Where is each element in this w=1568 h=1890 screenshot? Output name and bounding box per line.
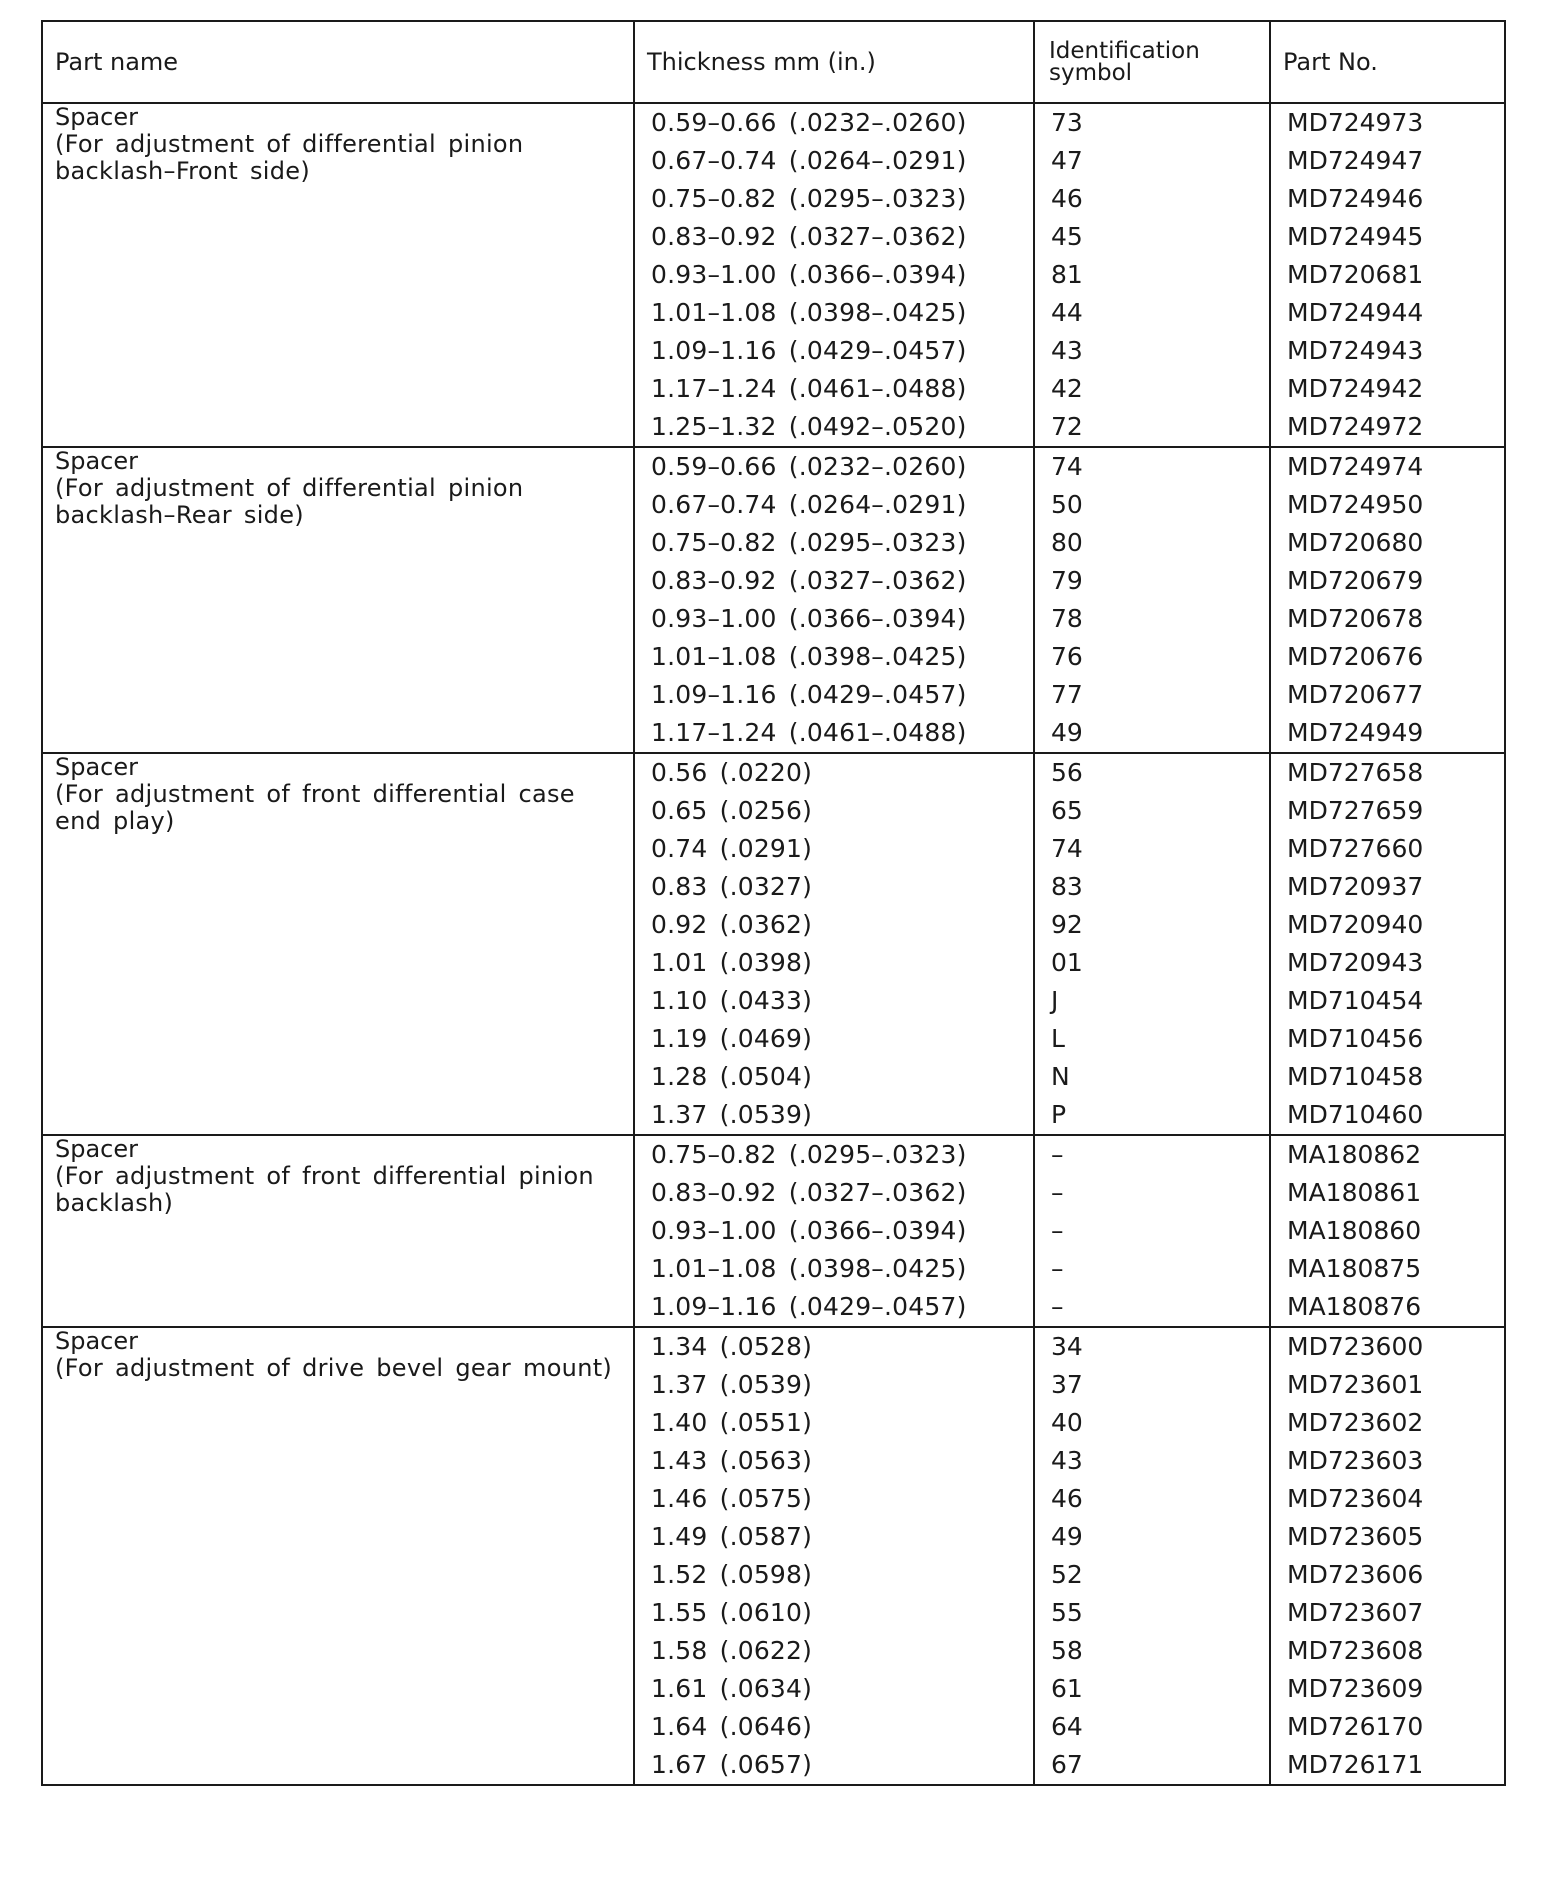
part-number: MD723603 — [1287, 1446, 1424, 1475]
thickness-value: 0.83 (.0327) — [651, 872, 813, 901]
part-number: MD720677 — [1287, 680, 1424, 709]
thickness-value: 0.92 (.0362) — [651, 910, 813, 939]
identification-symbol: 81 — [1051, 260, 1083, 289]
thickness-value-cell — [634, 447, 1034, 753]
thickness-value: 0.74 (.0291) — [651, 834, 813, 863]
identification-symbol-cell — [1034, 1135, 1270, 1327]
identification-symbol: 45 — [1051, 222, 1083, 251]
part-number: MA180875 — [1287, 1254, 1422, 1283]
identification-symbol: 58 — [1051, 1636, 1083, 1665]
part-name-cell — [42, 103, 634, 447]
header-part-no: Part No. — [1270, 21, 1505, 103]
thickness-value: 1.01–1.08 (.0398–.0425) — [651, 1254, 967, 1283]
spacer-group-row — [42, 447, 1505, 753]
header-ident-line1: Identification — [1049, 38, 1200, 64]
identification-symbol: – — [1051, 1292, 1064, 1321]
identification-symbol: 49 — [1051, 718, 1083, 747]
part-number: MD727660 — [1287, 834, 1424, 863]
part-number: MD723602 — [1287, 1408, 1424, 1437]
part-number: MD720679 — [1287, 566, 1424, 595]
header-ident-line2: symbol — [1049, 60, 1133, 86]
part-number: MD724943 — [1287, 336, 1424, 365]
identification-symbol: 49 — [1051, 1522, 1083, 1551]
identification-symbol: J — [1051, 986, 1059, 1015]
identification-symbol: 43 — [1051, 1446, 1083, 1475]
part-description: (For adjustment of differential pinion backlash–Front side) — [55, 130, 524, 185]
thickness-value: 1.40 (.0551) — [651, 1408, 813, 1437]
part-number: MD710454 — [1287, 986, 1424, 1015]
part-number: MD720678 — [1287, 604, 1424, 633]
identification-symbol: 42 — [1051, 374, 1083, 403]
table-body — [42, 103, 1505, 1785]
part-number: MA180876 — [1287, 1292, 1422, 1321]
thickness-value: 0.59–0.66 (.0232–.0260) — [651, 108, 967, 137]
part-title: Spacer — [55, 1135, 139, 1163]
thickness-value: 1.67 (.0657) — [651, 1750, 813, 1779]
header-row — [42, 21, 1505, 103]
identification-symbol: N — [1051, 1062, 1070, 1091]
thickness-value: 0.56 (.0220) — [651, 758, 813, 787]
thickness-value: 0.75–0.82 (.0295–.0323) — [651, 528, 967, 557]
identification-symbol: L — [1051, 1024, 1065, 1053]
identification-symbol: – — [1051, 1178, 1064, 1207]
thickness-value: 0.93–1.00 (.0366–.0394) — [651, 260, 967, 289]
part-number: MA180862 — [1287, 1140, 1422, 1169]
part-number: MD720680 — [1287, 528, 1424, 557]
thickness-value: 0.67–0.74 (.0264–.0291) — [651, 146, 967, 175]
identification-symbol: 43 — [1051, 336, 1083, 365]
thickness-value-cell — [634, 1327, 1034, 1785]
thickness-value: 1.37 (.0539) — [651, 1100, 813, 1129]
part-number: MD727658 — [1287, 758, 1424, 787]
part-title: Spacer — [55, 753, 139, 781]
part-description: (For adjustment of front differential case end play) — [55, 780, 575, 835]
thickness-value: 1.10 (.0433) — [651, 986, 813, 1015]
identification-symbol: 47 — [1051, 146, 1083, 175]
part-number: MD710460 — [1287, 1100, 1424, 1129]
thickness-value: 0.83–0.92 (.0327–.0362) — [651, 1178, 967, 1207]
thickness-value-cell — [634, 103, 1034, 447]
part-number-cell — [1270, 447, 1505, 753]
part-number: MD724974 — [1287, 452, 1424, 481]
identification-symbol: 34 — [1051, 1332, 1083, 1361]
part-title: Spacer — [55, 1327, 139, 1355]
spacer-spec-table — [41, 20, 1506, 1786]
part-number: MD726171 — [1287, 1750, 1424, 1779]
identification-symbol-cell — [1034, 753, 1270, 1135]
part-name-cell — [42, 1135, 634, 1327]
identification-symbol: 46 — [1051, 184, 1083, 213]
thickness-value: 0.75–0.82 (.0295–.0323) — [651, 1140, 967, 1169]
part-number: MA180860 — [1287, 1216, 1422, 1245]
thickness-value: 1.09–1.16 (.0429–.0457) — [651, 680, 967, 709]
part-number: MD724947 — [1287, 146, 1424, 175]
spacer-group-row — [42, 103, 1505, 447]
identification-symbol: 78 — [1051, 604, 1083, 633]
part-name-cell — [42, 447, 634, 753]
part-description: (For adjustment of differential pinion backlash–Rear side) — [55, 474, 524, 529]
thickness-value: 1.17–1.24 (.0461–.0488) — [651, 374, 967, 403]
identification-symbol: 77 — [1051, 680, 1083, 709]
thickness-value: 1.01–1.08 (.0398–.0425) — [651, 298, 967, 327]
identification-symbol: – — [1051, 1140, 1064, 1169]
identification-symbol: 73 — [1051, 108, 1083, 137]
identification-symbol: 65 — [1051, 796, 1083, 825]
part-number: MD724946 — [1287, 184, 1424, 213]
part-number: MD720937 — [1287, 872, 1424, 901]
identification-symbol: – — [1051, 1216, 1064, 1245]
part-number: MD720940 — [1287, 910, 1424, 939]
spacer-group-row — [42, 1135, 1505, 1327]
part-number: MD727659 — [1287, 796, 1424, 825]
part-description: (For adjustment of drive bevel gear mount) — [55, 1354, 613, 1382]
part-number: MD723600 — [1287, 1332, 1424, 1361]
part-number: MD724945 — [1287, 222, 1424, 251]
thickness-value: 0.83–0.92 (.0327–.0362) — [651, 566, 967, 595]
thickness-value: 1.64 (.0646) — [651, 1712, 813, 1741]
part-number: MD723605 — [1287, 1522, 1424, 1551]
part-number: MD723608 — [1287, 1636, 1424, 1665]
part-number-cell — [1270, 103, 1505, 447]
thickness-value: 0.83–0.92 (.0327–.0362) — [651, 222, 967, 251]
thickness-value: 0.65 (.0256) — [651, 796, 813, 825]
part-number: MD720681 — [1287, 260, 1424, 289]
part-number-cell — [1270, 753, 1505, 1135]
thickness-value-cell — [634, 753, 1034, 1135]
thickness-value: 1.52 (.0598) — [651, 1560, 813, 1589]
thickness-value-cell — [634, 1135, 1034, 1327]
identification-symbol: 50 — [1051, 490, 1083, 519]
part-number: MD724949 — [1287, 718, 1424, 747]
thickness-value: 0.93–1.00 (.0366–.0394) — [651, 1216, 967, 1245]
part-number: MD723609 — [1287, 1674, 1424, 1703]
identification-symbol: 01 — [1051, 948, 1083, 977]
identification-symbol: 67 — [1051, 1750, 1083, 1779]
identification-symbol: 92 — [1051, 910, 1083, 939]
identification-symbol: 79 — [1051, 566, 1083, 595]
identification-symbol: 56 — [1051, 758, 1083, 787]
part-number: MD724972 — [1287, 412, 1424, 441]
identification-symbol: P — [1051, 1100, 1067, 1129]
header-part-name: Part name — [42, 21, 634, 103]
spacer-group-row — [42, 1327, 1505, 1785]
part-description: (For adjustment of front differential pinion backlash) — [55, 1162, 594, 1217]
thickness-value: 1.43 (.0563) — [651, 1446, 813, 1475]
identification-symbol: 74 — [1051, 834, 1083, 863]
thickness-value: 1.17–1.24 (.0461–.0488) — [651, 718, 967, 747]
thickness-value: 1.34 (.0528) — [651, 1332, 813, 1361]
identification-symbol: 76 — [1051, 642, 1083, 671]
part-number: MD723604 — [1287, 1484, 1424, 1513]
identification-symbol: 44 — [1051, 298, 1083, 327]
thickness-value: 1.01–1.08 (.0398–.0425) — [651, 642, 967, 671]
part-number: MD723607 — [1287, 1598, 1424, 1627]
identification-symbol: 74 — [1051, 452, 1083, 481]
thickness-value: 1.01 (.0398) — [651, 948, 813, 977]
thickness-value: 1.61 (.0634) — [651, 1674, 813, 1703]
thickness-value: 1.28 (.0504) — [651, 1062, 813, 1091]
part-title: Spacer — [55, 447, 139, 475]
part-number: MD724973 — [1287, 108, 1424, 137]
identification-symbol-cell — [1034, 103, 1270, 447]
identification-symbol: 55 — [1051, 1598, 1083, 1627]
identification-symbol: 64 — [1051, 1712, 1083, 1741]
thickness-value: 1.58 (.0622) — [651, 1636, 813, 1665]
table-header — [42, 21, 1505, 103]
part-number-cell — [1270, 1327, 1505, 1785]
identification-symbol: 52 — [1051, 1560, 1083, 1589]
part-number: MD710456 — [1287, 1024, 1424, 1053]
identification-symbol: 72 — [1051, 412, 1083, 441]
thickness-value: 1.46 (.0575) — [651, 1484, 813, 1513]
identification-symbol: 40 — [1051, 1408, 1083, 1437]
header-thickness: Thickness mm (in.) — [634, 21, 1034, 103]
spacer-group-row — [42, 753, 1505, 1135]
part-number: MD724950 — [1287, 490, 1424, 519]
identification-symbol: 37 — [1051, 1370, 1083, 1399]
part-name-cell — [42, 753, 634, 1135]
identification-symbol-cell — [1034, 1327, 1270, 1785]
part-number: MD723606 — [1287, 1560, 1424, 1589]
part-number: MD723601 — [1287, 1370, 1424, 1399]
thickness-value: 0.59–0.66 (.0232–.0260) — [651, 452, 967, 481]
thickness-value: 1.55 (.0610) — [651, 1598, 813, 1627]
part-number: MA180861 — [1287, 1178, 1422, 1207]
thickness-value: 0.75–0.82 (.0295–.0323) — [651, 184, 967, 213]
thickness-value: 1.25–1.32 (.0492–.0520) — [651, 412, 967, 441]
thickness-value: 1.37 (.0539) — [651, 1370, 813, 1399]
identification-symbol: 46 — [1051, 1484, 1083, 1513]
part-name-cell — [42, 1327, 634, 1785]
part-number: MD726170 — [1287, 1712, 1424, 1741]
header-identification-symbol — [1034, 21, 1270, 103]
identification-symbol: 61 — [1051, 1674, 1083, 1703]
part-number: MD724944 — [1287, 298, 1424, 327]
thickness-value: 1.09–1.16 (.0429–.0457) — [651, 336, 967, 365]
thickness-value: 0.93–1.00 (.0366–.0394) — [651, 604, 967, 633]
identification-symbol: – — [1051, 1254, 1064, 1283]
thickness-value: 1.19 (.0469) — [651, 1024, 813, 1053]
part-number-cell — [1270, 1135, 1505, 1327]
thickness-value: 0.67–0.74 (.0264–.0291) — [651, 490, 967, 519]
thickness-value: 1.49 (.0587) — [651, 1522, 813, 1551]
part-title: Spacer — [55, 103, 139, 131]
part-number: MD720676 — [1287, 642, 1424, 671]
part-number: MD724942 — [1287, 374, 1424, 403]
part-number: MD710458 — [1287, 1062, 1424, 1091]
identification-symbol-cell — [1034, 447, 1270, 753]
part-number: MD720943 — [1287, 948, 1424, 977]
identification-symbol: 80 — [1051, 528, 1083, 557]
identification-symbol: 83 — [1051, 872, 1083, 901]
thickness-value: 1.09–1.16 (.0429–.0457) — [651, 1292, 967, 1321]
